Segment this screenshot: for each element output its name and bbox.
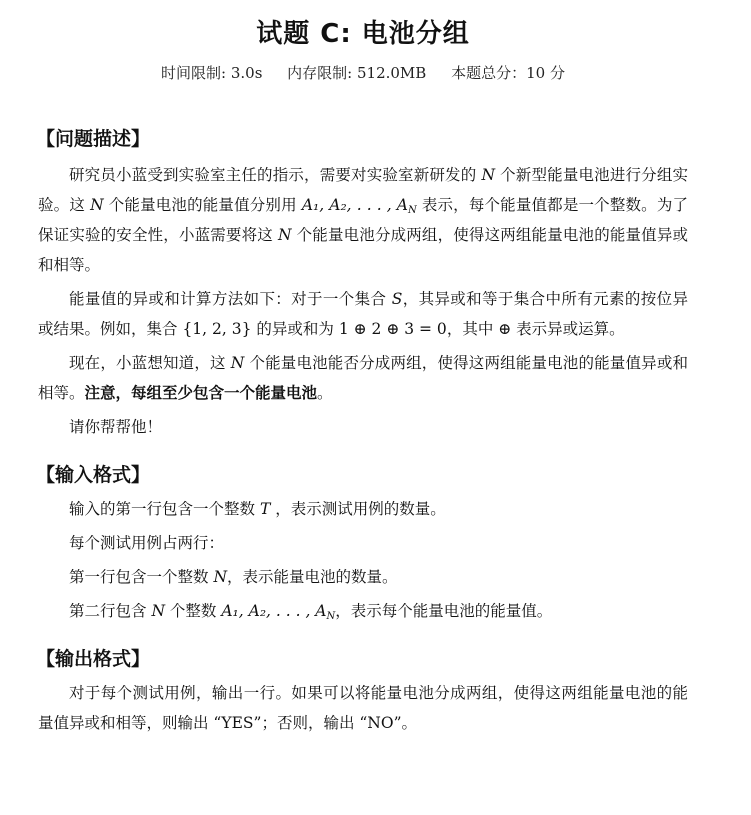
math-n: N — [230, 354, 245, 372]
math-expression: 1 ⊕ 2 ⊕ 3 = 0 — [338, 320, 447, 338]
problem-paragraph-4: 请你帮帮他！ — [69, 418, 163, 436]
text-run: 能量值的异或和计算方法如下：对于一个集合 — [69, 290, 392, 308]
text-run: 表示，每个能量值都是一个整数。为了保证实验的安全性，小蓝需要将这 — [38, 196, 688, 244]
input-line-3 — [38, 562, 688, 592]
text-run: 个能量电池能否分成两组，使得这两组能量电池的能量值异或和相等。 — [38, 354, 688, 402]
math-t: T — [259, 500, 271, 518]
text-run: ，其中 — [446, 320, 499, 338]
memory-limit: 内存限制: 512.0MB — [287, 64, 427, 82]
problem-document — [38, 0, 688, 742]
text-run: ，表示测试用例的数量。 — [270, 500, 446, 518]
input-line-1 — [38, 494, 688, 524]
text-run: 第一行包含一个整数 — [69, 568, 214, 586]
section-heading-input: 【输入格式】 — [36, 464, 151, 486]
text-run: 个新型能量电池进行分组实验。这 — [38, 166, 688, 214]
math-s: S — [391, 290, 403, 308]
math-sequence: A₁, A₂, . . . , $A_N$ — [301, 196, 417, 216]
text-run: 个能量电池分成两组，使得这两组能量电池的能量值异或和相等。 — [38, 226, 688, 274]
problem-title: 试题 C: 电池分组 — [256, 19, 470, 49]
math-n: N — [481, 166, 496, 184]
bold-note: 注意，每组至少包含一个能量电池 — [84, 384, 318, 402]
text-run: 输入的第一行包含一个整数 — [69, 500, 260, 518]
text-run: 第二行包含 — [69, 602, 152, 620]
text-run: 个能量电池的能量值分别用 — [103, 196, 302, 214]
math-sequence: A₁, A₂, . . . , $A_N$ — [221, 602, 336, 622]
math-set: {1, 2, 3} — [182, 320, 252, 338]
text-run: ，其异或和等于集合中所有元素的按位异或结果。例如，集合 — [38, 290, 688, 338]
text-run: 。 — [317, 384, 333, 402]
section-output — [38, 646, 688, 738]
section-heading-problem: 【问题描述】 — [36, 128, 151, 150]
math-n: N — [151, 602, 165, 620]
problem-paragraph-1 — [38, 160, 688, 280]
text-run: 表示异或运算。 — [511, 320, 625, 338]
math-n: N — [278, 226, 292, 244]
subscript-n: N — [407, 205, 417, 216]
text-run: ，表示能量电池的数量。 — [227, 568, 398, 586]
section-problem — [38, 126, 688, 442]
output-paragraph-1: 对于每个测试用例，输出一行。如果可以将能量电池分成两组，使得这两组能量电池的能量值异或和相等，则输出 “YES”；否则，输出 “NO”。 — [38, 684, 688, 732]
text-run: 个整数 — [165, 602, 222, 620]
problem-meta — [38, 62, 688, 84]
problem-paragraph-3 — [38, 348, 688, 408]
problem-paragraph-2 — [38, 284, 688, 344]
input-line-4 — [38, 596, 688, 626]
text-run: 的异或和为 — [251, 320, 339, 338]
input-line-2: 每个测试用例占两行： — [69, 534, 225, 552]
xor-symbol: ⊕ — [498, 320, 512, 338]
section-input — [38, 462, 688, 626]
text-run: 现在，小蓝想知道，这 — [69, 354, 231, 372]
math-n: N — [213, 568, 227, 586]
math-n: N — [90, 196, 104, 214]
section-heading-output: 【输出格式】 — [36, 648, 151, 670]
text-run: 研究员小蓝受到实验室主任的指示，需要对实验室新研发的 — [69, 166, 482, 184]
subscript-n: N — [326, 611, 336, 622]
total-score: 本题总分：10 分 — [451, 64, 565, 82]
time-limit: 时间限制: 3.0s — [161, 64, 263, 82]
text-run: ，表示每个能量电池的能量值。 — [335, 602, 553, 620]
